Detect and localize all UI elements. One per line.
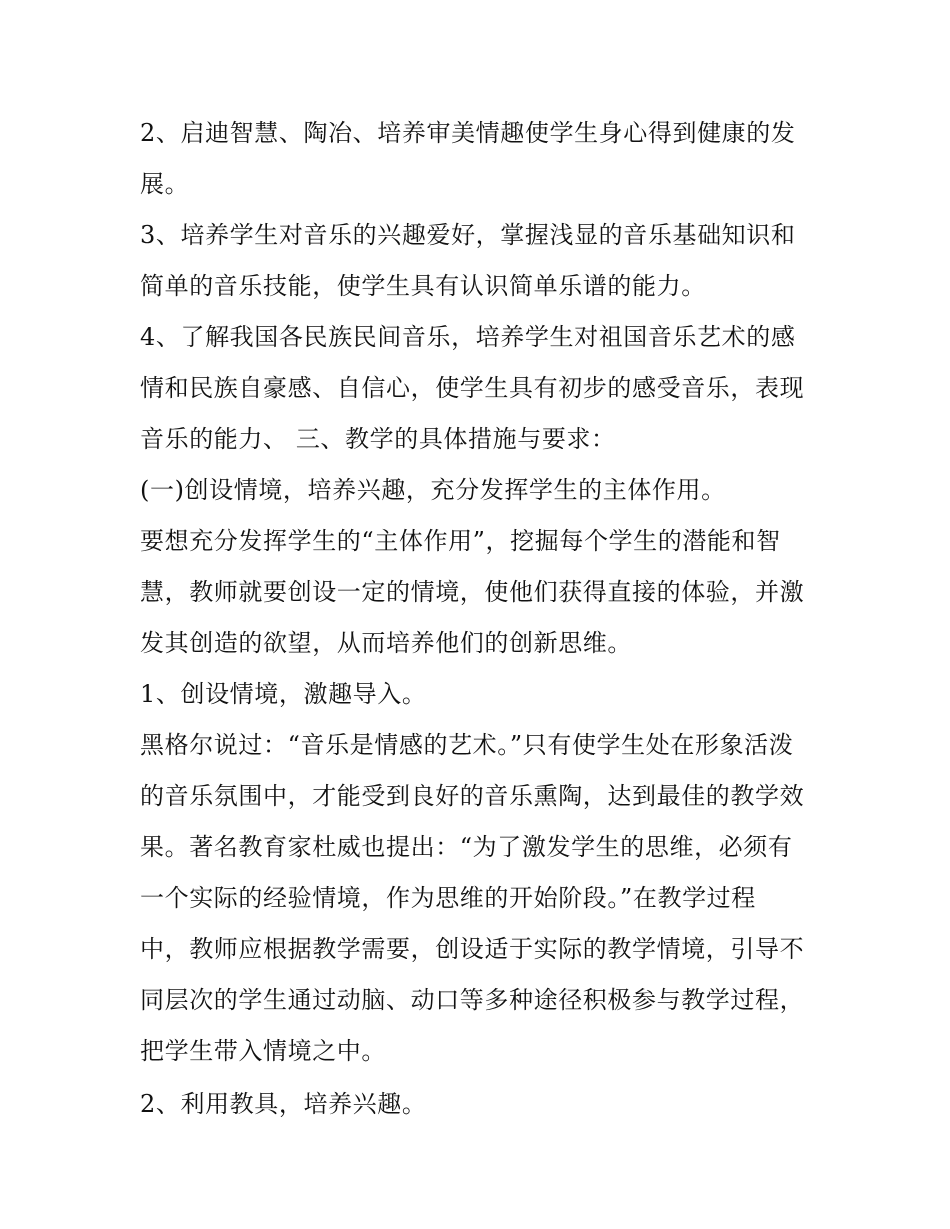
text-line: 要想充分发挥学生的“主体作用”，挖掘每个学生的潜能和智 [140,527,781,555]
text-line: 慧，教师就要创设一定的情境，使他们获得直接的体验，并激 [140,578,805,606]
text-line: 简单的音乐技能，使学生具有认识简单乐谱的能力。 [140,272,706,300]
text-line: 黑格尔说过：“音乐是情感的艺术。”只有使学生处在形象活泼 [140,731,794,759]
text-line: 中，教师应根据教学需要，创设适于实际的教学情境，引导不 [140,935,805,963]
text-line: 2、启迪智慧、陶冶、培养审美情趣使学生身心得到健康的发 [140,119,796,147]
text-line: 情和民族自豪感、自信心，使学生具有初步的感受音乐，表现 [140,374,805,402]
text-line: 展。 [140,170,190,198]
section-heading: (一)创设情境，培养兴趣，充分发挥学生的主体作用。 [140,476,726,504]
subsection-heading: 1、创设情境，激趣导入。 [140,680,427,708]
text-line: 的音乐氛围中，才能受到良好的音乐熏陶，达到最佳的教学效 [140,782,805,810]
text-line: 发其创造的欲望，从而培养他们的创新思维。 [140,629,632,657]
text-line: 4、了解我国各民族民间音乐，培养学生对祖国音乐艺术的感 [140,323,796,351]
document-body [140,108,820,1132]
text-line: 把学生带入情境之中。 [140,1037,386,1065]
text-line: 同层次的学生通过动脑、动口等多种途径积极参与教学过程， [140,986,805,1014]
text-line: 3、培养学生对音乐的兴趣爱好，掌握浅显的音乐基础知识和 [140,221,796,249]
text-line: 果。著名教育家杜威也提出：“为了激发学生的思维，必须有 [140,833,793,861]
text-line: 一个实际的经验情境，作为思维的开始阶段。”在教学过程 [140,884,756,912]
text-line: 音乐的能力、 三、教学的具体措施与要求： [140,425,616,453]
subsection-heading: 2、利用教具，培养兴趣。 [140,1090,427,1118]
